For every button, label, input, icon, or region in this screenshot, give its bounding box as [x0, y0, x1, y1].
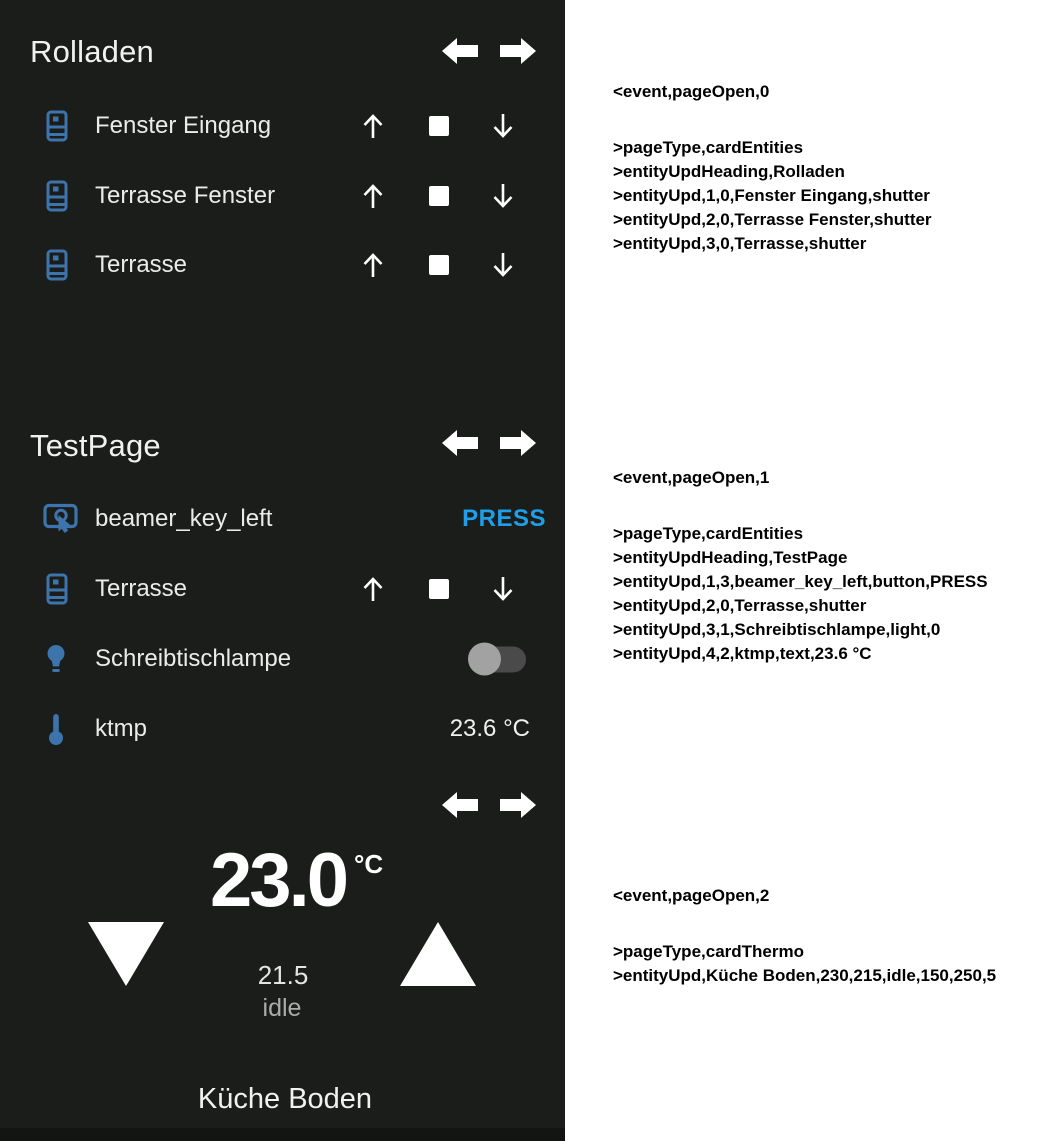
protocol-line: >entityUpd,1,0,Fenster Eingang,shutter: [613, 186, 930, 205]
thermometer-icon: [48, 712, 64, 746]
nav-right-button[interactable]: [498, 790, 538, 820]
entity-row: [0, 567, 565, 611]
shutter-up-button[interactable]: [360, 111, 386, 141]
lightbulb-icon: [46, 643, 66, 675]
toggle-knob: [468, 643, 501, 676]
entity-label: Terrasse: [95, 251, 188, 278]
protocol-line: >pageType,cardEntities: [613, 138, 804, 157]
entity-label: Terrasse: [95, 575, 188, 602]
protocol-event-line: <event,pageOpen,2: [613, 886, 770, 905]
entity-label: beamer_key_left: [95, 505, 273, 532]
protocol-line: >entityUpd,3,0,Terrasse,shutter: [613, 234, 867, 253]
entity-row: [0, 707, 565, 751]
protocol-line: >entityUpd,3,1,Schreibtischlampe,light,0: [613, 620, 941, 639]
protocol-line: >entityUpd,1,3,beamer_key_left,button,PRESS: [613, 572, 988, 591]
shutter-down-button[interactable]: [490, 250, 516, 280]
protocol-line: >pageType,cardThermo: [613, 942, 804, 961]
page-title: Rolladen: [30, 34, 154, 69]
entity-row: [0, 497, 565, 541]
shutter-stop-button[interactable]: [429, 255, 449, 275]
shutter-down-button[interactable]: [490, 574, 516, 604]
entity-label: ktmp: [95, 715, 148, 742]
shutter-up-button[interactable]: [360, 181, 386, 211]
entity-label: Terrasse Fenster: [95, 182, 276, 209]
shutter-icon: [46, 249, 68, 281]
hvac-state: idle: [262, 994, 302, 1022]
protocol-line: >entityUpd,2,0,Terrasse,shutter: [613, 596, 867, 615]
shutter-stop-button[interactable]: [429, 116, 449, 136]
entity-row: [0, 243, 565, 287]
shutter-icon: [46, 180, 68, 212]
shutter-down-button[interactable]: [490, 111, 516, 141]
protocol-event-line: <event,pageOpen,0: [613, 82, 770, 101]
temperature-unit: °C: [354, 849, 384, 879]
protocol-block-page0: [613, 80, 1033, 256]
entity-row: [0, 637, 565, 681]
entity-label: Schreibtischlampe: [95, 645, 292, 672]
shutter-icon: [46, 573, 68, 605]
shutter-down-button[interactable]: [490, 181, 516, 211]
target-temperature: 21.5: [257, 960, 309, 990]
protocol-block-page2: [613, 884, 1033, 988]
shutter-up-button[interactable]: [360, 250, 386, 280]
gesture-tap-button-icon: [43, 502, 79, 536]
shutter-icon: [46, 110, 68, 142]
protocol-line: >pageType,cardEntities: [613, 524, 804, 543]
protocol-event-line: <event,pageOpen,1: [613, 468, 770, 487]
nav-right-button[interactable]: [498, 428, 538, 458]
protocol-line: >entityUpd,Küche Boden,230,215,idle,150,250,5: [613, 966, 997, 985]
page-title: TestPage: [30, 428, 161, 463]
shutter-stop-button[interactable]: [429, 186, 449, 206]
nav-left-button[interactable]: [440, 790, 480, 820]
press-button[interactable]: PRESS: [462, 505, 546, 532]
nav-right-button[interactable]: [498, 36, 538, 66]
temp-up-button[interactable]: [398, 920, 478, 988]
panel-bottom-bar: [0, 1128, 565, 1141]
entity-row: [0, 174, 565, 218]
protocol-line: >entityUpd,2,0,Terrasse Fenster,shutter: [613, 210, 932, 229]
sensor-value: 23.6 °C: [449, 715, 530, 742]
entity-label: Fenster Eingang: [95, 112, 272, 139]
protocol-line: >entityUpdHeading,Rolladen: [613, 162, 845, 181]
nav-left-button[interactable]: [440, 36, 480, 66]
shutter-up-button[interactable]: [360, 574, 386, 604]
entity-row: [0, 104, 565, 148]
temp-down-button[interactable]: [86, 920, 166, 988]
protocol-line: >entityUpd,4,2,ktmp,text,23.6 °C: [613, 644, 872, 663]
thermostat-name: Küche Boden: [197, 1083, 373, 1115]
current-temperature: 23.0: [210, 838, 346, 923]
light-toggle[interactable]: [468, 643, 526, 676]
protocol-line: >entityUpdHeading,TestPage: [613, 548, 848, 567]
shutter-stop-button[interactable]: [429, 579, 449, 599]
nav-left-button[interactable]: [440, 428, 480, 458]
protocol-block-page1: [613, 466, 1033, 666]
